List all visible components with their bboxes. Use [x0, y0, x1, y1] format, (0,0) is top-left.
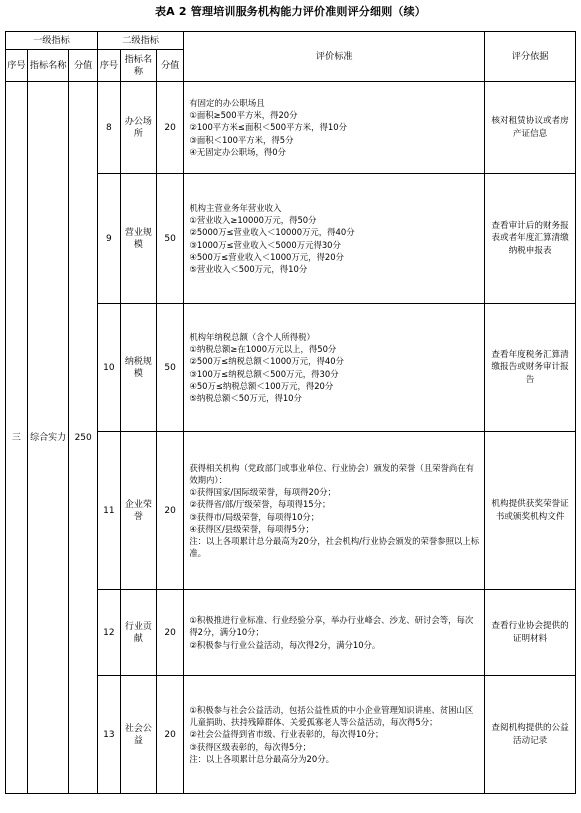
- table-title: 表A 2 管理培训服务机构能力评价准则评分细则（续）: [154, 5, 427, 18]
- row-score: 50: [156, 304, 183, 432]
- row-name: 营业规模: [120, 174, 156, 304]
- criteria-line: ④500万≤营业收入＜1000万元，得20分: [189, 251, 344, 262]
- level2-header: 二级指标: [97, 32, 183, 50]
- table-row: [6, 82, 576, 174]
- criteria-line: ④获得区/县级荣誉，每项得5分；: [189, 523, 314, 534]
- row-seq: 10: [97, 304, 120, 432]
- group-score: 250: [69, 82, 97, 794]
- scoring-table: [5, 31, 576, 794]
- criteria-line: ①积极推进行业标准、行业经验分享，举办行业峰会、沙龙、研讨会等，每次得2分，满分10分；: [189, 615, 474, 638]
- row-basis: 核对租赁协议或者房产证信息: [485, 82, 576, 174]
- row-seq: 9: [97, 174, 120, 304]
- criteria-line: ①营业收入≥10000万元，得50分: [189, 215, 317, 226]
- row-seq: 8: [97, 82, 120, 174]
- criteria-line: ⑤营业收入＜500万元，得10分: [189, 263, 308, 274]
- row-criteria: [184, 304, 485, 432]
- criteria-line: ③100万≤纳税总额＜500万元，得30分: [189, 368, 339, 379]
- criteria-line: 获得相关机构（党政部门或事业单位、行业协会）颁发的荣誉（且荣誉尚在有效期内）：: [189, 462, 475, 485]
- criteria-line: ②100平方米≤面积＜500平方米，得10分: [189, 122, 347, 133]
- criteria-line: ②积极参与行业公益活动，每次得2分，满分10分。: [189, 639, 381, 650]
- row-name: 纳税规模: [120, 304, 156, 432]
- criteria-header: 评价标准: [184, 32, 485, 82]
- level1-header: 一级指标: [6, 32, 98, 50]
- l2-score-header: 分值: [156, 50, 183, 82]
- row-score: 20: [156, 590, 183, 676]
- criteria-line: ①面积≥500平方米，得20分: [189, 110, 298, 121]
- criteria-line: 机构年纳税总额（含个人所得税）: [189, 331, 315, 342]
- row-name: 企业荣誉: [120, 432, 156, 590]
- row-seq: 12: [97, 590, 120, 676]
- row-criteria: [184, 82, 485, 174]
- row-basis: 查阅机构提供的公益活动记录: [485, 676, 576, 794]
- criteria-line: 注：以上各项累计总分最高为20分，社会机构/行业协会颁发的荣誉参照以上标准。: [189, 535, 480, 559]
- criteria-line: ③获得区级表彰的，每次得5分；: [189, 741, 312, 752]
- row-basis: 查看年度税务汇算清缴报告或财务审计报告: [485, 304, 576, 432]
- row-name: 行业贡献: [120, 590, 156, 676]
- row-criteria: [184, 590, 485, 676]
- criteria-line: 有固定的办公职场且: [189, 97, 265, 108]
- l1-name-header: 指标名称: [27, 50, 69, 82]
- header-row-1: [6, 32, 576, 50]
- row-basis: 查看审计后的财务报表或者年度汇算清缴纳税申报表: [485, 174, 576, 304]
- criteria-line: ④无固定办公职场，得0分: [189, 146, 286, 157]
- criteria-line: ①积极参与社会公益活动，包括公益性质的中小企业管理知识讲座、贫困山区儿童捐助、扶持残障群体、关爱孤寡老人等公益活动，每次得5分；: [189, 704, 474, 728]
- row-score: 50: [156, 174, 183, 304]
- basis-header: 评分依据: [485, 32, 576, 82]
- l2-name-header: 指标名称: [120, 50, 156, 82]
- row-seq: 13: [97, 676, 120, 794]
- row-score: 20: [156, 82, 183, 174]
- l2-seq-header: 序号: [97, 50, 120, 82]
- row-seq: 11: [97, 432, 120, 590]
- row-name: 社会公益: [120, 676, 156, 794]
- criteria-line: ②5000万≤营业收入＜10000万元，得40分: [189, 227, 355, 238]
- row-basis: 机构提供获奖荣誉证书或颁奖机构文件: [485, 432, 576, 590]
- group-seq: 三: [6, 82, 28, 794]
- criteria-line: ③面积＜100平方米，得5分: [189, 134, 294, 145]
- group-name: 综合实力: [27, 82, 69, 794]
- row-name: 办公场所: [120, 82, 156, 174]
- criteria-line: 机构主营业务年营业收入: [189, 202, 282, 213]
- row-score: 20: [156, 676, 183, 794]
- row-criteria: [184, 174, 485, 304]
- l1-seq-header: 序号: [6, 50, 28, 82]
- criteria-line: ③获得市/局级荣誉，每项得10分；: [189, 511, 320, 522]
- row-criteria: [184, 676, 485, 794]
- criteria-line: ②500万≤纳税总额＜1000万元，得40分: [189, 356, 344, 367]
- criteria-line: ①纳税总额≥在1000万元以上，得50分: [189, 344, 337, 355]
- criteria-line: 注：以上各项累计总分最高分为20分。: [189, 753, 334, 764]
- row-score: 20: [156, 432, 183, 590]
- l1-score-header: 分值: [69, 50, 97, 82]
- criteria-line: ④50万≤纳税总额＜100万元，得20分: [189, 380, 334, 391]
- criteria-line: ②获得省/部/厅级荣誉，每项得15分；: [189, 499, 331, 510]
- row-basis: 查看行业协会提供的证明材料: [485, 590, 576, 676]
- row-criteria: [184, 432, 485, 590]
- criteria-line: ②社会公益得到省市级、行业表彰的，每次得10分；: [189, 729, 384, 740]
- criteria-line: ③1000万≤营业收入＜5000万元得30分: [189, 239, 341, 250]
- criteria-line: ①获得国家/国际级荣誉，每项得20分；: [189, 487, 336, 498]
- criteria-line: ⑤纳税总额＜50万元，得10分: [189, 392, 302, 403]
